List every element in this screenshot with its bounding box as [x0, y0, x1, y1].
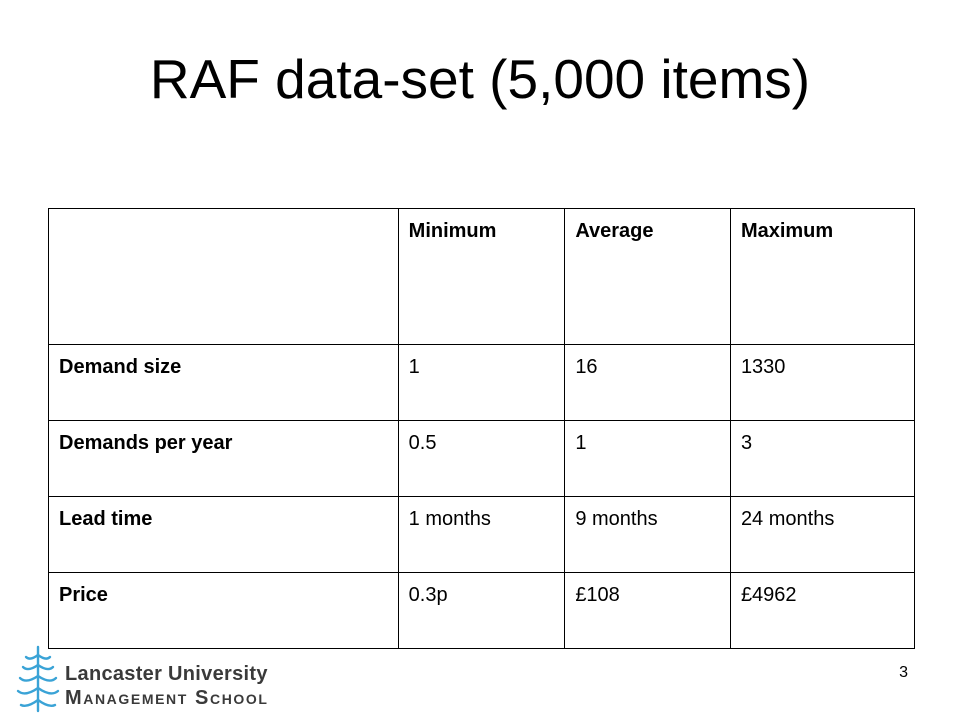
row-label: Demand size [49, 345, 399, 421]
table-row [49, 345, 915, 421]
table-cell-average: 16 [565, 345, 731, 421]
table-row [49, 573, 915, 649]
header-cell-empty [49, 209, 399, 345]
header-cell-average: Average [565, 209, 731, 345]
table-cell-minimum: 1 months [398, 497, 565, 573]
row-label: Lead time [49, 497, 399, 573]
table-row [49, 497, 915, 573]
slide-title: RAF data-set (5,000 items) [149, 48, 811, 110]
table-row [49, 421, 915, 497]
row-label: Price [49, 573, 399, 649]
page-number: 3 [899, 664, 908, 681]
table-cell-average: £108 [565, 573, 731, 649]
row-label: Demands per year [49, 421, 399, 497]
lancaster-tree-icon [15, 645, 61, 713]
table-cell-minimum: 1 [398, 345, 565, 421]
table-cell-maximum: 24 months [730, 497, 914, 573]
table-header-row [49, 209, 915, 345]
university-logo [15, 645, 305, 715]
table-cell-minimum: 0.5 [398, 421, 565, 497]
logo-line-university: Lancaster University [65, 663, 268, 685]
table-cell-maximum: 1330 [730, 345, 914, 421]
table-cell-maximum: 3 [730, 421, 914, 497]
data-table [48, 208, 915, 649]
table-cell-average: 1 [565, 421, 731, 497]
table-cell-minimum: 0.3p [398, 573, 565, 649]
header-cell-maximum: Maximum [730, 209, 914, 345]
table-cell-maximum: £4962 [730, 573, 914, 649]
header-cell-minimum: Minimum [398, 209, 565, 345]
table-cell-average: 9 months [565, 497, 731, 573]
logo-line-school: Management School [65, 687, 269, 709]
